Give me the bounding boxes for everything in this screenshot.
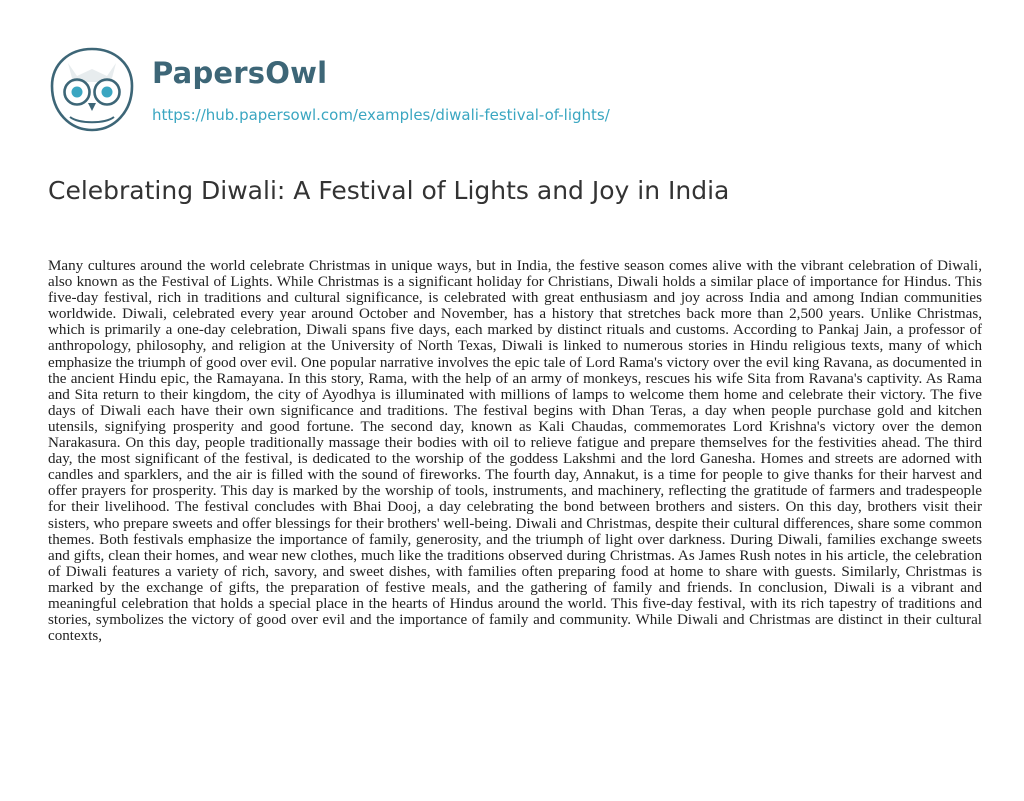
owl-icon xyxy=(48,46,136,134)
essay-body: Many cultures around the world celebrate Christmas in unique ways, but in India, the festive season comes alive with the vibrant celebration of Diwali, also known as the Festival of Lights. While Christmas is a significant holiday for Christians, Diwali holds a similar place of importance for Hindus. This five-day festival, rich in traditions and cultural significance, is celebrated with great enthusiasm and joy across India and among Indian communities worldwide. Diwali, celebrated every year around October and November, has a history that stretches back more than 2,500 years. Unlike Christmas, which is primarily a one-day celebration, Diwali spans five days, each marked by distinct rituals and customs. According to Pankaj Jain, a professor of anthropology, philosophy, and religion at the University of North Texas, Diwali is linked to numerous stories in Hindu religious texts, many of which emphasize the triumph of good over evil. One popular narrative involves the epic tale of Lord Rama's victory over the evil king Ravana, as documented in the ancient Hindu epic, the Ramayana. In this story, Rama, with the help of an army of monkeys, rescues his wife Sita from Ravana's captivity. As Rama and Sita return to their kingdom, the city of Ayodhya is illuminated with millions of lamps to welcome them home and celebrate their victory. The five days of Diwali each have their own significance and traditions. The festival begins with Dhan Teras, a day when people purchase gold and kitchen utensils, signifying prosperity and good fortune. The second day, known as Kali Chaudas, commemorates Lord Krishna's victory over the demon Narakasura. On this day, people traditionally massage their bodies with oil to relieve fatigue and prepare themselves for the festivities ahead. The third day, the most significant of the festival, is dedicated to the worship of the goddess Lakshmi and the lord Ganesha. Homes and streets are adorned with candles and sparklers, and the air is filled with the sound of fireworks. The fourth day, Annakut, is a time for people to give thanks for their harvest and offer prayers for prosperity. This day is marked by the worship of tools, instruments, and machinery, reflecting the gratitude of farmers and tradespeople for their livelihood. The festival concludes with Bhai Dooj, a day celebrating the bond between brothers and sisters. On this day, brothers visit their sisters, who prepare sweets and offer blessings for their brothers' well-being. Diwali and Christmas, despite their cultural differences, share some common themes. Both festivals emphasize the importance of family, generosity, and the triumph of light over darkness. During Diwali, families exchange sweets and gifts, clean their homes, and wear new clothes, much like the traditions observed during Christmas. As James Rush notes in his article, the celebration of Diwali features a variety of rich, savory, and sweet dishes, with families often preparing food at home to share with guests. Similarly, Christmas is marked by the exchange of gifts, the preparation of festive meals, and the gathering of family and friends. In conclusion, Diwali is a vibrant and meaningful celebration that holds a special place in the hearts of Hindus around the world. This five-day festival, with its rich tapestry of traditions and stories, symbolizes the victory of good over evil and the importance of family and community. While Diwali and Christmas are distinct in their cultural contexts, xyxy=(48,258,982,645)
source-url-link[interactable]: https://hub.papersowl.com/examples/diwali-festival-of-lights/ xyxy=(152,106,610,124)
essay-title: Celebrating Diwali: A Festival of Lights and Joy in India xyxy=(48,176,730,205)
brand-name[interactable]: PapersOwl xyxy=(152,56,328,90)
site-header xyxy=(48,46,988,136)
